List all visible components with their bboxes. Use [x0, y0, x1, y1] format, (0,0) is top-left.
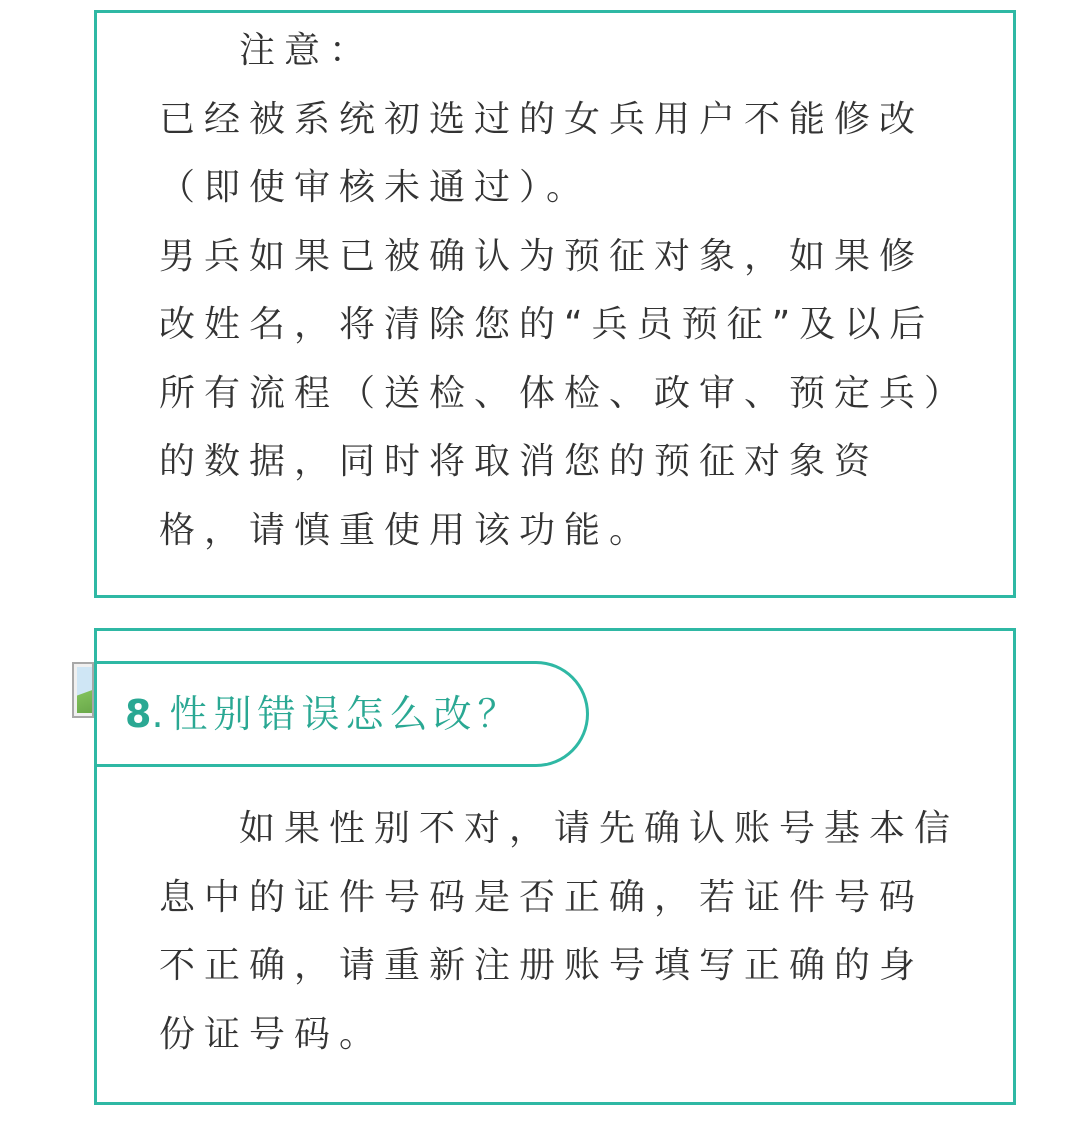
section-8-number: 8: [125, 692, 152, 736]
section-8-panel: [94, 628, 1016, 1105]
broken-image-placeholder: [77, 667, 92, 713]
note-paragraph-female: 已经被系统初选过的女兵用户不能修改（即使审核未通过）。: [159, 98, 925, 208]
section-8-paragraph: 如果性别不对，请先确认账号基本信息中的证件号码是否正确，若证件号码不正确，请重新注册账号填写正确的身份证号码。: [159, 808, 960, 1055]
note-panel: [94, 10, 1016, 598]
note-paragraph-male: 男兵如果已被确认为预征对象，如果修改姓名，将清除您的“兵员预征”及以后所有流程（送检、体检、政审、预定兵）的数据，同时将取消您的预征对象资格，请慎重使用该功能。: [159, 235, 952, 551]
broken-image-icon: [72, 662, 94, 718]
note-title: 注意：: [239, 30, 375, 71]
section-8-heading-label: .性别错误怎么改？: [151, 692, 522, 736]
section-8-heading-tab: [97, 661, 589, 767]
section-8-text: [159, 795, 959, 1069]
note-text: [159, 17, 959, 565]
section-8-heading: [125, 684, 522, 744]
